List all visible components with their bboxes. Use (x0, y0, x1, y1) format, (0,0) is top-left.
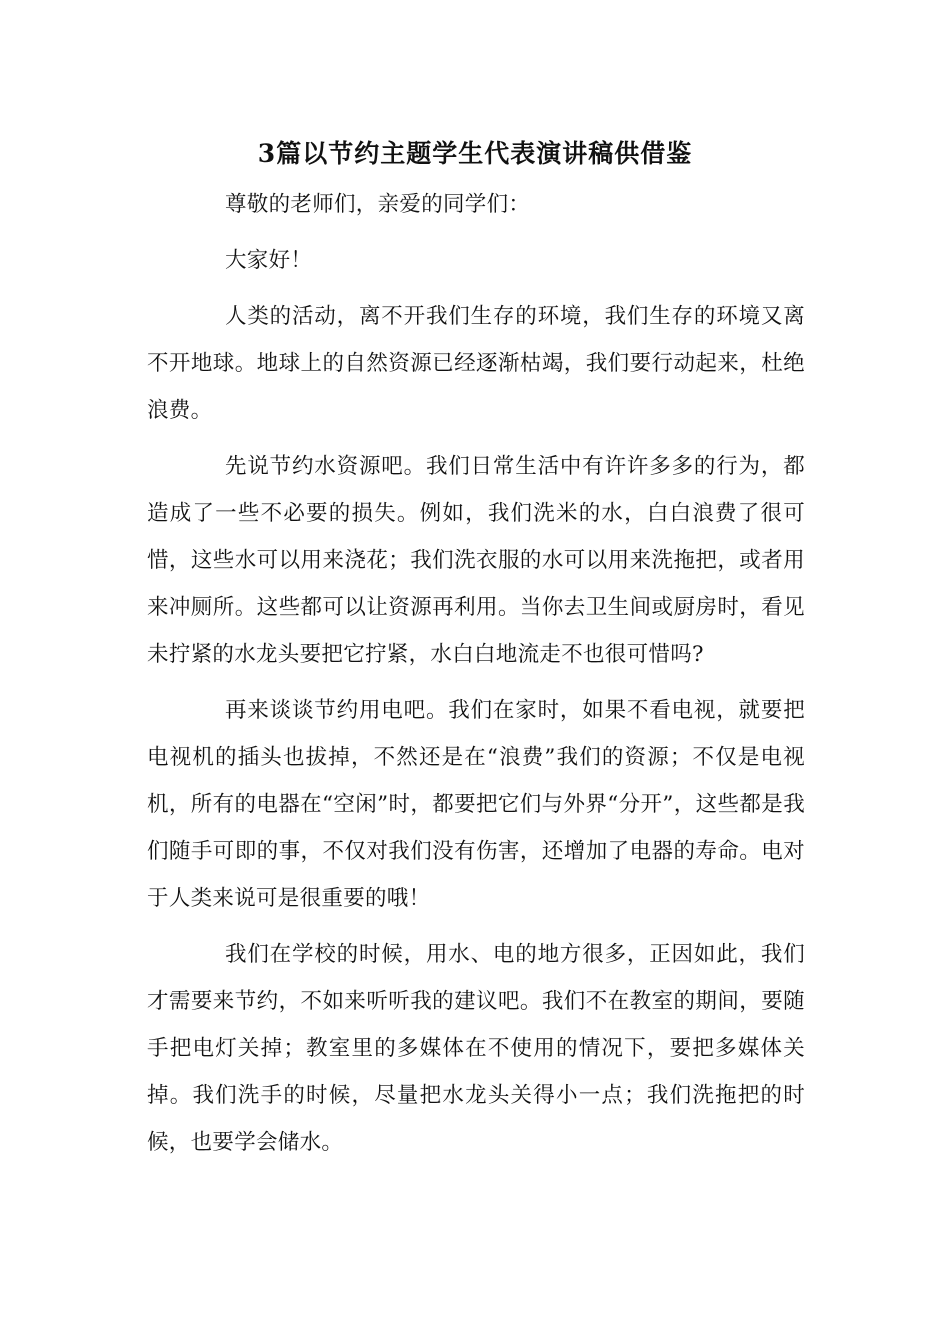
document-title: 3篇以节约主题学生代表演讲稿供借鉴 (257, 139, 693, 168)
intro-paragraph: 人类的活动，离不开我们生存的环境，我们生存的环境又离不开地球。地球上的自然资源已经逐渐枯竭，我们要行动起来，杜绝浪费。 (147, 304, 805, 423)
water-saving-paragraph: 先说节约水资源吧。我们日常生活中有许许多多的行为，都造成了一些不必要的损失。例如，我们洗米的水，白白浪费了很可惜，这些水可以用来浇花；我们洗衣服的水可以用来洗拖把，或者用来冲厕所。这些都可以让资源再利用。当你去卫生间或厨房时，看见未拧紧的水龙头要把它拧紧，水白白地流走不也很可惜吗? (147, 454, 805, 667)
greeting-paragraph: 大家好！ (225, 248, 313, 273)
school-saving-paragraph: 我们在学校的时候，用水、电的地方很多，正因如此，我们才需要来节约，不如来听听我的建议吧。我们不在教室的期间，要随手把电灯关掉；教室里的多媒体在不使用的情况下，要把多媒体关掉。我们洗手的时候，尽量把水龙头关得小一点；我们洗拖把的时候，也要学会储水。 (147, 942, 805, 1155)
document-body (147, 181, 805, 1175)
salutation-paragraph: 尊敬的老师们，亲爱的同学们： (225, 192, 531, 217)
electricity-saving-paragraph: 再来谈谈节约用电吧。我们在家时，如果不看电视，就要把电视机的插头也拔掉，不然还是在“浪费”我们的资源；不仅是电视机，所有的电器在“空闲”时，都要把它们与外界“分开”，这些都是我们随手可即的事，不仅对我们没有伤害，还增加了电器的寿命。电对于人类来说可是很重要的哦！ (147, 698, 805, 911)
